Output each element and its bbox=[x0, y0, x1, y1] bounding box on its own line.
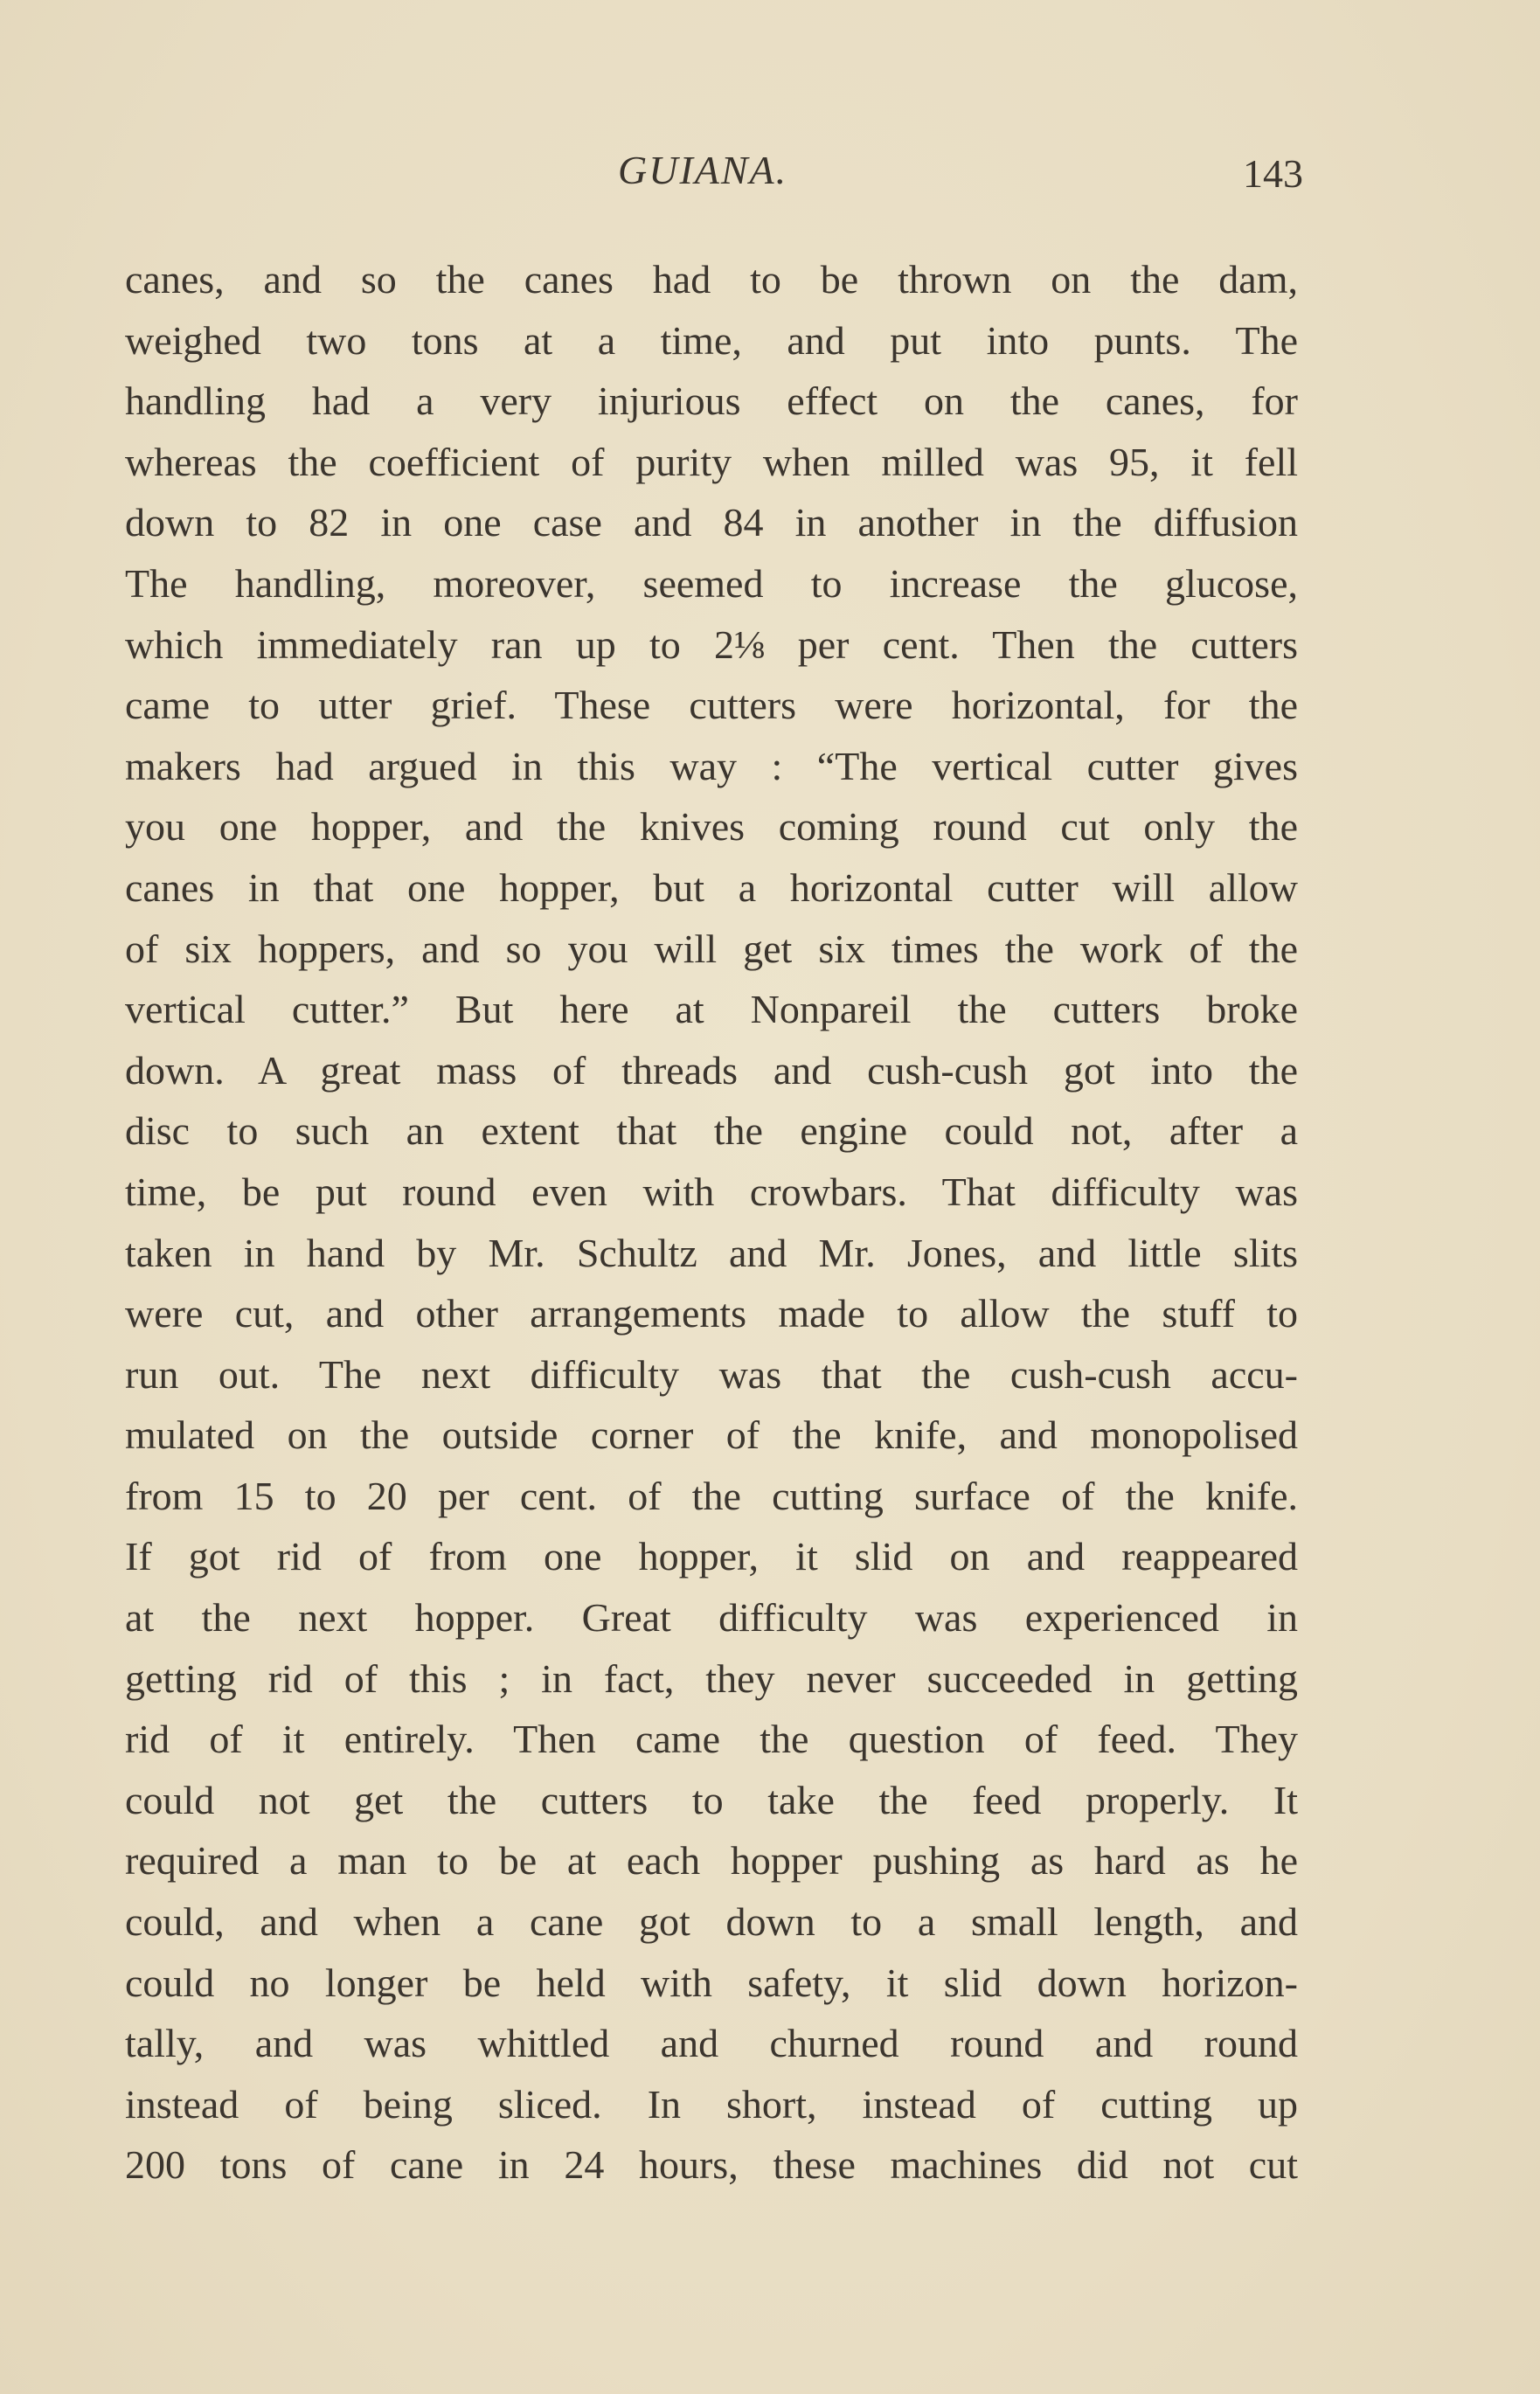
page-number: 143 bbox=[1243, 151, 1303, 196]
text-line: The handling, moreover, seemed to increase the glucose, bbox=[125, 560, 1298, 606]
text-line: handling had a very injurious effect on the canes, for bbox=[125, 378, 1298, 424]
running-head: GUIANA. bbox=[618, 148, 788, 192]
text-line: at the next hopper. Great difficulty was experienced in bbox=[125, 1595, 1298, 1641]
body-text bbox=[125, 249, 1298, 2196]
text-line: came to utter grief. These cutters were horizontal, for the bbox=[125, 683, 1298, 728]
text-line: down to 82 in one case and 84 in another in the diffusion bbox=[125, 500, 1298, 545]
text-line: run out. The next difficulty was that the cush-cush accu- bbox=[125, 1351, 1298, 1397]
text-line: down. A great mass of threads and cush-cush got into the bbox=[125, 1047, 1298, 1093]
text-line: taken in hand by Mr. Schultz and Mr. Jones, and little slits bbox=[125, 1230, 1298, 1275]
text-line: could not get the cutters to take the feed properly. It bbox=[125, 1777, 1298, 1822]
text-line: whereas the coefficient of purity when milled was 95, it fell bbox=[125, 439, 1298, 484]
text-line: time, be put round even with crowbars. That difficulty was bbox=[125, 1169, 1298, 1214]
text-line: canes in that one hopper, but a horizontal cutter will allow bbox=[125, 864, 1298, 910]
text-line: canes, and so the canes had to be thrown on the dam, bbox=[125, 257, 1298, 302]
text-line: mulated on the outside corner of the knife, and monopolised bbox=[125, 1412, 1298, 1458]
text-line: disc to such an extent that the engine could not, after a bbox=[125, 1108, 1298, 1154]
text-line: which immediately ran up to 2⅛ per cent. Then the cutters bbox=[125, 621, 1298, 667]
text-line: weighed two tons at a time, and put into punts. The bbox=[125, 317, 1298, 363]
text-line: rid of it entirely. Then came the question of feed. They bbox=[125, 1717, 1298, 1762]
text-line: tally, and was whittled and churned round and round bbox=[125, 2021, 1298, 2066]
text-line: you one hopper, and the knives coming round cut only the bbox=[125, 804, 1298, 850]
text-line: could no longer be held with safety, it slid down horizon- bbox=[125, 1960, 1298, 2005]
text-line: instead of being sliced. In short, instead of cutting up bbox=[125, 2081, 1298, 2127]
text-line: were cut, and other arrangements made to allow the stuff to bbox=[125, 1291, 1298, 1336]
text-line: of six hoppers, and so you will get six times the work of the bbox=[125, 926, 1298, 971]
text-line: required a man to be at each hopper pushing as hard as he bbox=[125, 1838, 1298, 1884]
text-line: If got rid of from one hopper, it slid on and reappeared bbox=[125, 1534, 1298, 1579]
text-line: getting rid of this ; in fact, they never succeeded in getting bbox=[125, 1655, 1298, 1701]
text-line: makers had argued in this way : “The vertical cutter gives bbox=[125, 743, 1298, 788]
text-line: 200 tons of cane in 24 hours, these machines did not cut bbox=[125, 2142, 1298, 2188]
text-line: vertical cutter.” But here at Nonpareil the cutters broke bbox=[125, 987, 1298, 1032]
text-line: could, and when a cane got down to a small length, and bbox=[125, 1899, 1298, 1945]
text-line: from 15 to 20 per cent. of the cutting surface of the knife. bbox=[125, 1473, 1298, 1518]
